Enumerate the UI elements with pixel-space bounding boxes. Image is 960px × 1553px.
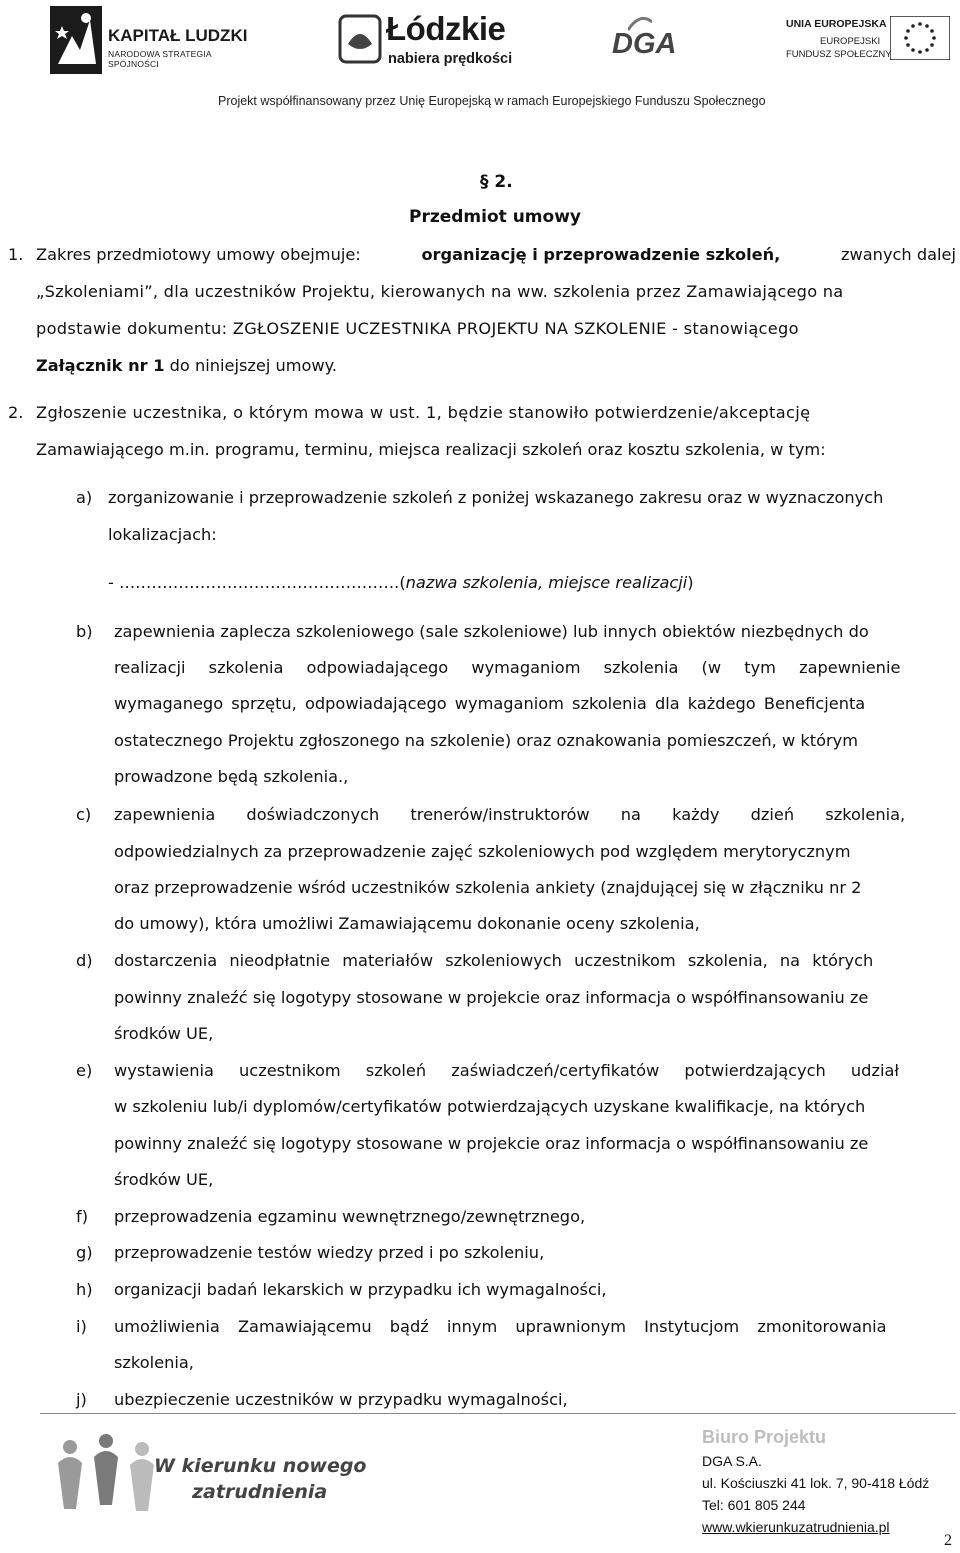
- header-logo-band: [0, 0, 960, 122]
- item-i-label: i): [76, 1317, 87, 1336]
- paragraph-1-line-1: [36, 245, 956, 265]
- paragraph-1-line-4: [36, 356, 337, 376]
- p1-line1-part-a: Zakres przedmiotowy umowy obejmuje:: [36, 245, 361, 264]
- item-e-line-4: środków UE,: [114, 1170, 214, 1189]
- logo1-name: KAPITAŁ LUDZKI: [108, 26, 248, 45]
- office-title: Biuro Projektu: [702, 1427, 827, 1447]
- kapital-ludzki-emblem-icon: [50, 6, 102, 74]
- item-h-line-1: organizacji badań lekarskich w przypadku ich wymagalności,: [114, 1280, 607, 1299]
- eu-logo: [786, 14, 956, 74]
- item-c-line-3: oraz przeprowadzenie wśród uczestników szkolenia ankiety (znajdującej się w złączniku nr 2: [114, 878, 862, 897]
- item-e-line-2: w szkoleniu lub/i dyplomów/certyfikatów potwierdzających uzyskane kwalifikacje, na których: [114, 1097, 866, 1116]
- office-address: ul. Kościuszki 41 lok. 7, 90-418 Łódź: [702, 1475, 930, 1491]
- section-number: § 2.: [480, 172, 513, 192]
- item-h-label: h): [76, 1280, 93, 1299]
- item-a-label: a): [76, 488, 93, 507]
- eu-line1: UNIA EUROPEJSKA: [786, 18, 887, 30]
- item-i-line-1: umożliwienia Zamawiającemu bądź innym uprawnionym Instytucjom zmonitorowania: [114, 1317, 887, 1336]
- item-d-label: d): [76, 951, 93, 970]
- eu-flag-icon: [890, 16, 950, 60]
- item-d-line-2: powinny znaleźć się logotypy stosowane w projekcie oraz informacja o współfinansowaniu ze: [114, 988, 869, 1007]
- paragraph-1-number: 1.: [8, 245, 24, 264]
- footer-slogan-line-2: zatrudnienia: [192, 1481, 328, 1503]
- paragraph-2-line-2: Zamawiającego m.in. programu, terminu, miejsca realizacji szkoleń oraz kosztu szkolenia, w tym:: [36, 440, 826, 459]
- item-e-line-3: powinny znaleźć się logotypy stosowane w projekcie oraz informacja o współfinansowaniu ze: [114, 1134, 869, 1153]
- item-b-line-3: wymaganego sprzętu, odpowiadającego wymaganiom szkolenia dla każdego Beneficjenta: [114, 694, 866, 713]
- p1-line4-rest: do niniejszej umowy.: [169, 356, 338, 375]
- item-e-line-1: wystawienia uczestnikom szkoleń zaświadczeń/certyfikatów potwierdzających udział: [114, 1061, 899, 1080]
- item-g-label: g): [76, 1243, 93, 1262]
- item-c-line-2: odpowiedzialnych za przeprowadzenie zajęć szkoleniowych pod względem merytorycznym: [114, 842, 851, 861]
- item-a-line-2: lokalizacjach:: [108, 525, 217, 544]
- item-c-line-4: do umowy), która umożliwi Zamawiającemu dokonanie oceny szkolenia,: [114, 914, 700, 933]
- paragraph-2-number: 2.: [8, 403, 24, 422]
- item-c-line-1: zapewnienia doświadczonych trenerów/instruktorów na każdy dzień szkolenia,: [114, 805, 906, 824]
- people-figures-icon: [48, 1429, 168, 1525]
- section-title: Przedmiot umowy: [409, 207, 581, 227]
- item-b-line-1: zapewnienia zaplecza szkoleniowego (sale szkoleniowe) lub innych obiektów niezbędnych do: [114, 622, 869, 641]
- cofinancing-note: Projekt współfinansowany przez Unię Europejską w ramach Europejskiego Funduszu Społecznego: [218, 94, 766, 108]
- kapital-ludzki-logo: [50, 6, 255, 78]
- item-f-label: f): [76, 1207, 89, 1226]
- footer-contact: [702, 1424, 952, 1538]
- item-a-placeholder: nazwa szkolenia, miejsce realizacji: [405, 573, 688, 592]
- item-d-line-1: dostarczenia nieodpłatnie materiałów szkoleniowych uczestnikom szkolenia, na których: [114, 951, 874, 970]
- dga-logo: [612, 16, 712, 66]
- item-a-dots: - …………………………………………….(: [108, 573, 406, 592]
- footer-divider: [40, 1413, 956, 1414]
- item-i-line-2: szkolenia,: [114, 1353, 194, 1372]
- item-b-line-2: [114, 658, 956, 678]
- logo1-subtitle: NARODOWA STRATEGIA SPÓJNOŚCI: [108, 49, 212, 69]
- item-e-label: e): [76, 1061, 93, 1080]
- item-g-line-1: przeprowadzenie testów wiedzy przed i po szkoleniu,: [114, 1243, 545, 1262]
- lodzkie-emblem-icon: [338, 14, 382, 64]
- p1-line1-bold: organizację i przeprowadzenie szkoleń,: [421, 245, 781, 264]
- paragraph-1-line-3: podstawie dokumentu: ZGŁOSZENIE UCZESTNIKA PROJEKTU NA SZKOLENIE - stanowiącego: [36, 319, 799, 338]
- item-j-label: j): [76, 1390, 87, 1409]
- item-c-label: c): [76, 805, 92, 824]
- p1-line1-part-c: zwanych dalej: [841, 245, 956, 264]
- logo2-name: Łódzkie: [386, 10, 506, 47]
- item-b-line-4: ostatecznego Projektu zgłoszonego na szkolenie) oraz oznakowania pomieszczeń, w którym: [114, 731, 858, 750]
- website-link[interactable]: www.wkierunkuzatrudnienia.pl: [702, 1519, 890, 1535]
- lodzkie-logo: [338, 6, 538, 78]
- item-b-line-2-text: realizacji szkolenia odpowiadającego wymaganiom szkolenia (w tym zapewnienie: [114, 658, 901, 677]
- item-a-close: ): [687, 573, 694, 592]
- logo2-subtitle: nabiera prędkości: [388, 51, 513, 67]
- item-a-line-1: zorganizowanie i przeprowadzenie szkoleń z poniżej wskazanego zakresu oraz w wyznaczonych: [108, 488, 884, 507]
- footer-slogan-line-1: W kierunku nowego: [154, 1455, 367, 1477]
- item-b-label: b): [76, 622, 93, 641]
- item-j-line-1: ubezpieczenie uczestników w przypadku wymagalności,: [114, 1390, 568, 1409]
- page-number: 2: [944, 1532, 952, 1549]
- footer-logo: [48, 1425, 368, 1535]
- item-f-line-1: przeprowadzenia egzaminu wewnętrznego/zewnętrznego,: [114, 1207, 586, 1226]
- eu-line2: EUROPEJSKI: [820, 36, 881, 47]
- item-b-line-5: prowadzone będą szkolenia.,: [114, 767, 349, 786]
- office-phone: Tel: 601 805 244: [702, 1497, 806, 1513]
- eu-line3: FUNDUSZ SPOŁECZNY: [786, 49, 892, 60]
- item-d-line-3: środków UE,: [114, 1024, 214, 1043]
- paragraph-2-line-1: Zgłoszenie uczestnika, o którym mowa w ust. 1, będzie stanowiło potwierdzenie/akceptację: [36, 403, 811, 422]
- logo3-name: DGA: [612, 28, 677, 60]
- attachment-reference: Załącznik nr 1: [36, 356, 165, 375]
- paragraph-1-line-2: „Szkoleniami”, dla uczestników Projektu, kierowanych na ww. szkolenia przez Zamawiającego na: [36, 282, 844, 301]
- company-name: DGA S.A.: [702, 1453, 762, 1469]
- item-a-blank-line: [108, 573, 694, 593]
